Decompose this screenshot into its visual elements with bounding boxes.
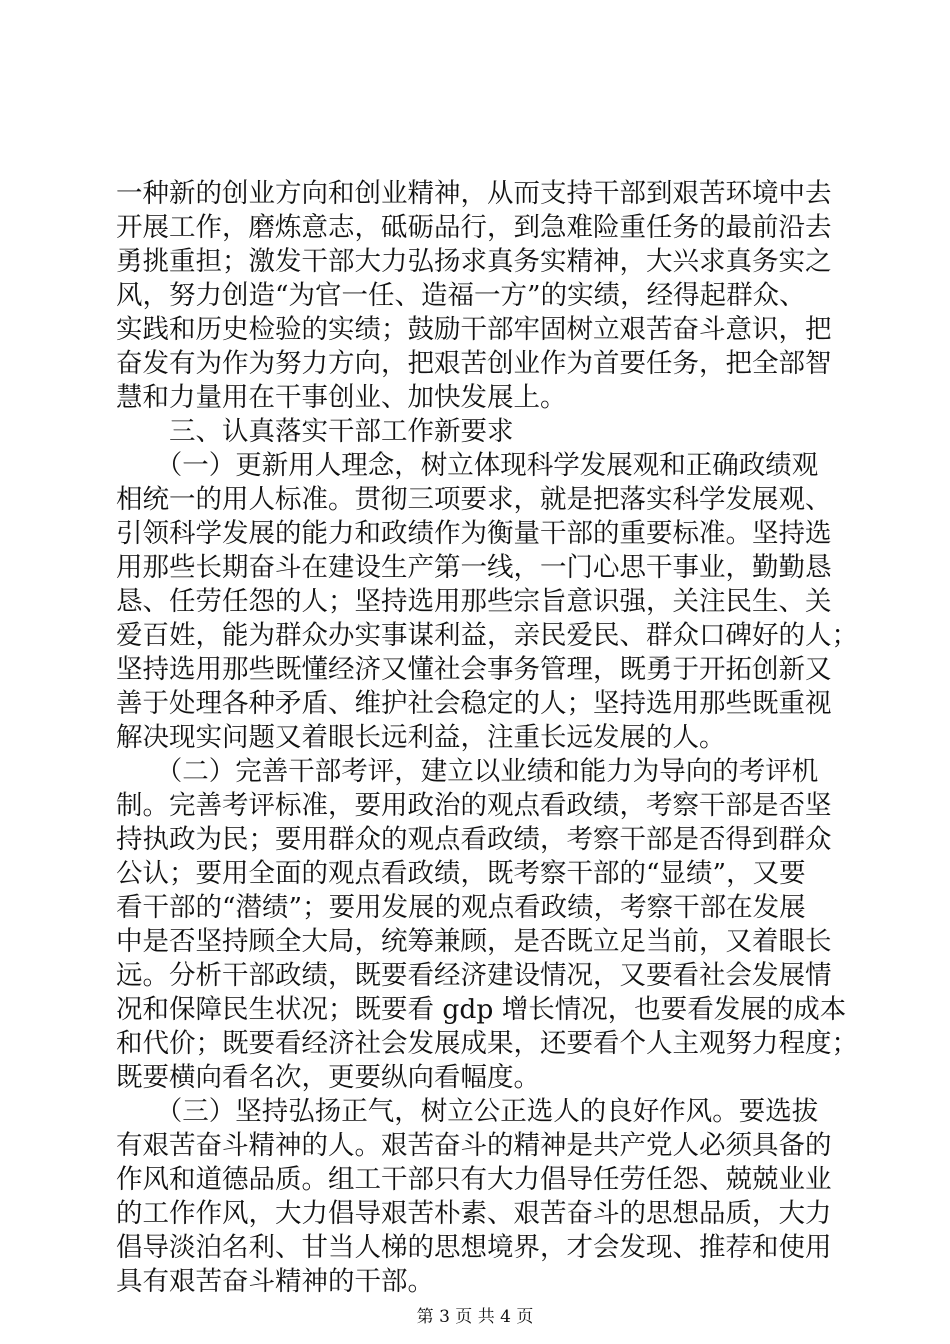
text-line: 况和保障民生状况；既要看 gdp 增长情况，也要看发展的成本 [116,994,847,1025]
text-line: 倡导淡泊名利、甘当人梯的思想境界，才会发现、推荐和使用 [116,1232,832,1263]
text-line: 引领科学发展的能力和政绩作为衡量干部的重要标准。坚持选 [116,518,832,549]
section-heading: 三、认真落实干部工作新要求 [116,416,514,447]
text-line: 解决现实问题又着眼长远利益，注重长远发展的人。 [116,722,726,753]
text-line: 持执政为民；要用群众的观点看政绩，考察干部是否得到群众 [116,824,832,855]
text-line: 开展工作，磨炼意志，砥砺品行，到急难险重任务的最前沿去 [116,212,832,243]
text-line: 奋发有为作为努力方向，把艰苦创业作为首要任务，把全部智 [116,348,832,379]
text-line: 制。完善考评标准，要用政治的观点看政绩，考察干部是否坚 [116,790,832,821]
text-line: 既要横向看名次，更要纵向看幅度。 [116,1062,540,1093]
text-line: 爱百姓，能为群众办实事谋利益，亲民爱民、群众口碑好的人； [116,620,858,651]
text-line: 风，努力创造“为官一任、造福一方”的实绩，经得起群众、 [116,280,806,311]
text-line: 具有艰苦奋斗精神的干部。 [116,1266,434,1297]
text-line: 一种新的创业方向和创业精神，从而支持干部到艰苦环境中去 [116,178,832,209]
text-line: 有艰苦奋斗精神的人。艰苦奋斗的精神是共产党人必须具备的 [116,1130,832,1161]
text-line: 和代价；既要看经济社会发展成果，还要看个人主观努力程度； [116,1028,858,1059]
text-line: （二）完善干部考评，建立以业绩和能力为导向的考评机 [116,756,819,787]
text-line: 中是否坚持顾全大局，统筹兼顾，是否既立足当前，又着眼长 [116,926,832,957]
text-line: 恳、任劳任怨的人；坚持选用那些宗旨意识强，关注民生、关 [116,586,832,617]
text-line: 远。分析干部政绩，既要看经济建设情况，又要看社会发展情 [116,960,832,991]
text-line: 慧和力量用在干事创业、加快发展上。 [116,382,567,413]
text-line: 坚持选用那些既懂经济又懂社会事务管理，既勇于开拓创新又 [116,654,832,685]
text-line: 用那些长期奋斗在建设生产第一线，一门心思干事业，勤勤恳 [116,552,832,583]
text-line: 实践和历史检验的实绩；鼓励干部牢固树立艰苦奋斗意识，把 [116,314,832,345]
page-number-footer: 第 3 页 共 4 页 [416,1307,534,1327]
text-line: （三）坚持弘扬正气，树立公正选人的良好作风。要选拔 [116,1096,819,1127]
text-line: 的工作作风，大力倡导艰苦朴素、艰苦奋斗的思想品质，大力 [116,1198,832,1229]
text-line: （一）更新用人理念，树立体现科学发展观和正确政绩观 [116,450,819,481]
text-line: 作风和道德品质。组工干部只有大力倡导任劳任怨、兢兢业业 [116,1164,832,1195]
text-line: 看干部的“潜绩”；要用发展的观点看政绩，考察干部在发展 [116,892,806,923]
text-line: 公认；要用全面的观点看政绩，既考察干部的“显绩”，又要 [116,858,806,889]
text-line: 勇挑重担；激发干部大力弘扬求真务实精神，大兴求真务实之 [116,246,832,277]
text-line: 相统一的用人标准。贯彻三项要求，就是把落实科学发展观、 [116,484,832,515]
text-line: 善于处理各种矛盾、维护社会稳定的人；坚持选用那些既重视 [116,688,832,719]
